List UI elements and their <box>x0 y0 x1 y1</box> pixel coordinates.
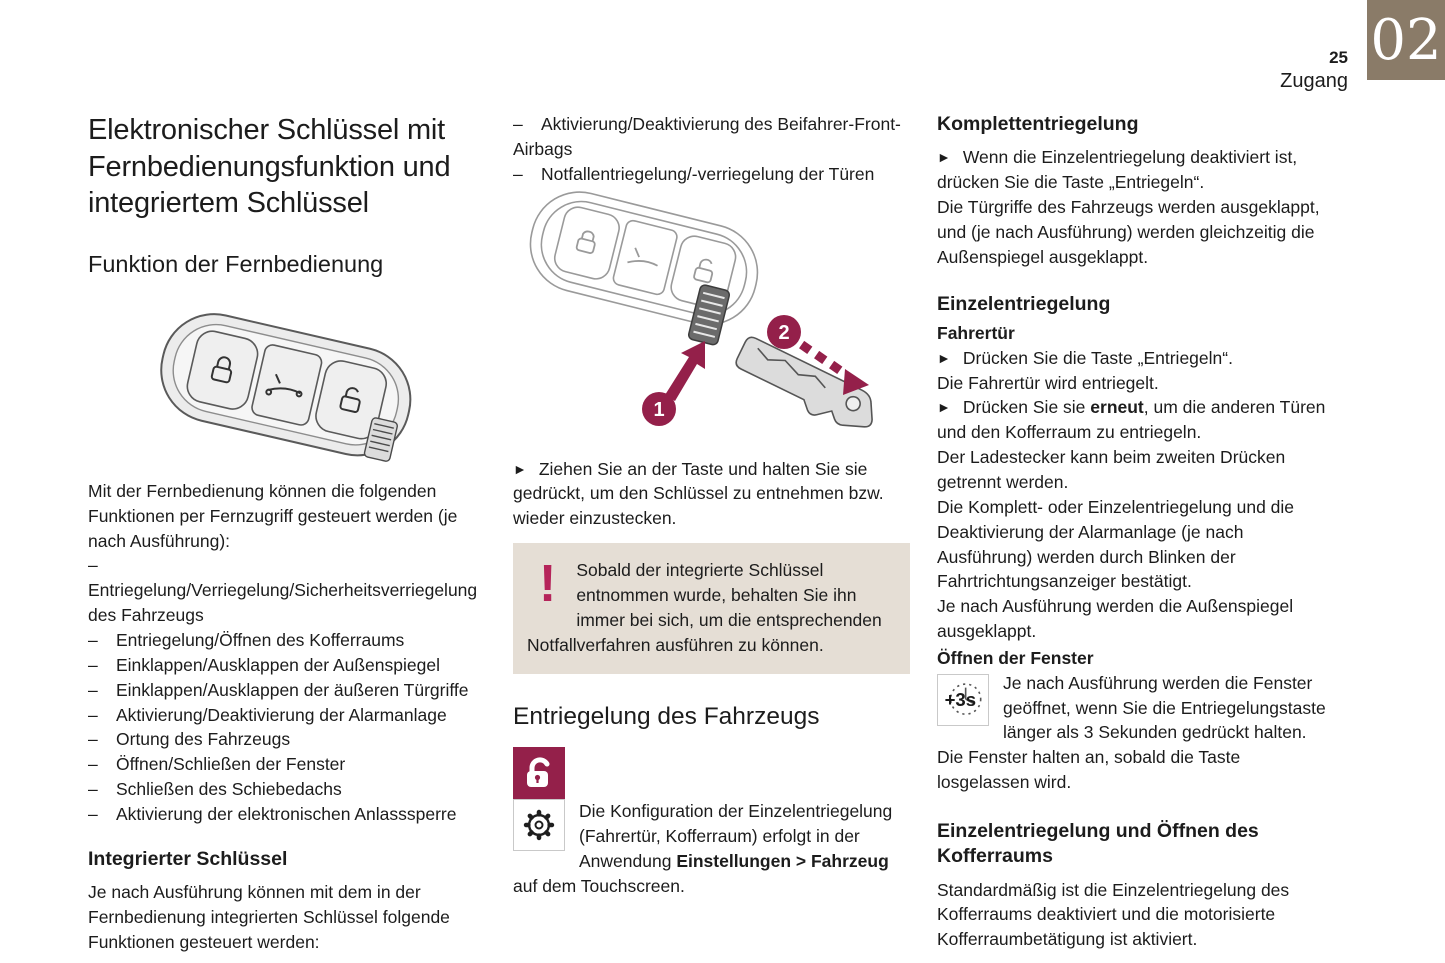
body-text: Die Fahrertür wird entriegelt. <box>937 372 1159 393</box>
svg-text:2: 2 <box>778 321 790 344</box>
list-item-text: Einklappen/Ausklappen der äußeren Türgriffe <box>116 679 469 700</box>
page-number: 25 <box>1329 48 1348 67</box>
dash-bullet: – <box>88 803 98 824</box>
left-column <box>88 112 484 955</box>
remote-intro-text: Mit der Fernbedienung können die folgenden Funktionen per Fernzugriff gesteuert werden (je nach Ausführung): <box>88 480 458 551</box>
list-item <box>88 802 484 827</box>
list-item-text: Aktivierung/Deaktivierung des Beifahrer-Front-Airbags <box>513 114 901 159</box>
list-item <box>513 112 910 162</box>
svg-text:+3s: +3s <box>944 688 977 710</box>
svg-text:1: 1 <box>653 398 665 421</box>
action-text: Wenn die Einzelentriegelung deaktiviert ist, drücken Sie die Taste „Entriegeln“. <box>937 147 1298 193</box>
list-item-text: Entriegelung/Verriegelung/Sicherheitsverriegelung des Fahrzeugs <box>88 580 478 626</box>
list-item-text: Öffnen/Schließen der Fenster <box>116 754 346 775</box>
action-arrow-icon: ► <box>513 460 527 477</box>
dash-bullet: – <box>88 679 98 700</box>
emphasis-word: erneut <box>1090 397 1144 418</box>
list-item <box>88 553 484 628</box>
list-item-text: Schließen des Schiebedachs <box>116 779 342 800</box>
list-item <box>88 703 484 728</box>
action-paragraph <box>937 346 1333 371</box>
config-text-before: Die Konfiguration der Einzelentriegelung (Fahrertür, Kofferraum) erfolgt in der Anwendung <box>579 801 893 871</box>
action-paragraph <box>513 457 910 532</box>
dash-bullet: – <box>88 555 98 576</box>
list-item-text: Ortung des Fahrzeugs <box>116 729 291 750</box>
page-title: Elektronischer Schlüssel mit Fernbedienungsfunktion und integriertem Schlüssel <box>88 114 451 220</box>
list-item <box>88 678 484 703</box>
key-removal-illustration <box>513 191 910 449</box>
action-text: , um die anderen Türen und den Kofferraum zu entriegeln. <box>937 397 1326 443</box>
dash-bullet: – <box>88 630 98 651</box>
unlock-section-heading: Entriegelung des Fahrzeugs <box>513 703 820 731</box>
body-text: Der Ladestecker kann beim zweiten Drücken getrennt werden. <box>937 447 1286 492</box>
list-item-text: Entriegelung/Öffnen des Kofferraums <box>116 630 405 651</box>
step-marker-1 <box>642 392 676 426</box>
dash-bullet: – <box>88 754 98 775</box>
list-item-text: Notfallentriegelung/-verriegelung der Türen <box>541 163 875 184</box>
driver-door-heading: Fahrertür <box>937 322 1015 343</box>
full-unlock-heading: Komplettentriegelung <box>937 113 1139 135</box>
body-text: Standardmäßig ist die Einzelentriegelung des Kofferraums deaktiviert und die motorisierte Kofferraumbetätigung ist aktiviert. <box>937 879 1290 950</box>
page-meta <box>1280 48 1348 93</box>
warning-box <box>513 543 910 674</box>
warning-text: Sobald der integrierte Schlüssel entnommen wurde, behalten Sie ihn immer bei sich, um die entsprechenden Notfallverfahren ausführen zu können. <box>527 560 882 655</box>
list-item <box>88 752 484 777</box>
dash-bullet: – <box>88 654 98 675</box>
timer-text: Je nach Ausführung werden die Fenster geöffnet, wenn Sie die Entriegelungstaste länger als 3 Sekunden gedrückt halten. <box>1003 672 1326 743</box>
list-item <box>88 727 484 752</box>
config-text-after: auf dem Touchscreen. <box>513 875 685 896</box>
dash-bullet: – <box>513 163 523 184</box>
list-item <box>88 653 484 678</box>
dash-bullet: – <box>88 729 98 750</box>
open-windows-heading: Öffnen der Fenster <box>937 647 1094 668</box>
chapter-number-badge: 02 <box>1367 0 1445 80</box>
list-item-text: Aktivierung der elektronischen Anlasssperre <box>116 803 457 824</box>
list-item-text: Aktivierung/Deaktivierung der Alarmanlage <box>116 704 447 725</box>
action-arrow-icon: ► <box>937 399 951 416</box>
integrated-key-heading: Integrierter Schlüssel <box>88 847 288 870</box>
section-title: Zugang <box>1280 69 1348 92</box>
single-unlock-heading: Einzelentriegelung <box>937 292 1111 315</box>
config-bold-path: Einstellungen > Fahrzeug <box>676 850 889 871</box>
gear-icon <box>513 799 565 851</box>
action-text: Ziehen Sie an der Taste und halten Sie sie gedrückt, um den Schlüssel zu entnehmen bzw. wieder einzustecken. <box>513 458 884 529</box>
action-arrow-icon: ► <box>937 149 951 166</box>
dash-bullet: – <box>88 704 98 725</box>
warning-exclamation-icon: ! <box>539 555 557 614</box>
integrated-key-text: Je nach Ausführung können mit dem in der Fernbedienung integrierten Schlüssel folgende Funktionen gesteuert werden: <box>88 882 450 952</box>
trunk-unlock-heading: Einzelentriegelung und Öffnen des Kofferraums <box>937 819 1259 868</box>
list-item-text: Einklappen/Ausklappen der Außenspiegel <box>116 654 440 675</box>
body-text: Die Fenster halten an, sobald die Taste losgelassen wird. <box>937 747 1241 793</box>
hold-3-seconds-icon <box>937 674 989 726</box>
dash-bullet: – <box>88 779 98 800</box>
action-paragraph <box>937 395 1333 445</box>
remote-key-illustration <box>150 299 425 469</box>
dash-bullet: – <box>513 114 523 134</box>
action-text: Drücken Sie sie <box>962 397 1091 418</box>
body-text: Die Türgriffe des Fahrzeugs werden ausgeklappt, und (je nach Ausführung) werden gleichzeitig die Außenspiegel ausgeklappt. <box>937 197 1320 267</box>
list-item <box>88 777 484 802</box>
timer-paragraph <box>937 671 1333 746</box>
middle-column <box>513 112 910 899</box>
subsection-title-remote: Funktion der Fernbedienung <box>88 250 384 277</box>
step-arrow-1 <box>665 341 705 401</box>
action-paragraph <box>937 145 1333 195</box>
list-item <box>88 628 484 653</box>
unlock-padlock-icon <box>513 747 565 799</box>
body-text: Je nach Ausführung werden die Außenspiegel ausgeklappt. <box>937 596 1294 642</box>
config-paragraph <box>513 799 910 898</box>
action-arrow-icon: ► <box>937 349 951 366</box>
list-item <box>513 162 910 187</box>
action-text: Drücken Sie die Taste „Entriegeln“. <box>962 347 1233 368</box>
right-column <box>937 112 1333 952</box>
body-text: Die Komplett- oder Einzelentriegelung und die Deaktivierung der Alarmanlage (je nach Ausführung) werden durch Blinken der Fahrtrichtungsanzeiger bestätigt. <box>937 496 1295 592</box>
step-marker-2 <box>767 315 801 349</box>
